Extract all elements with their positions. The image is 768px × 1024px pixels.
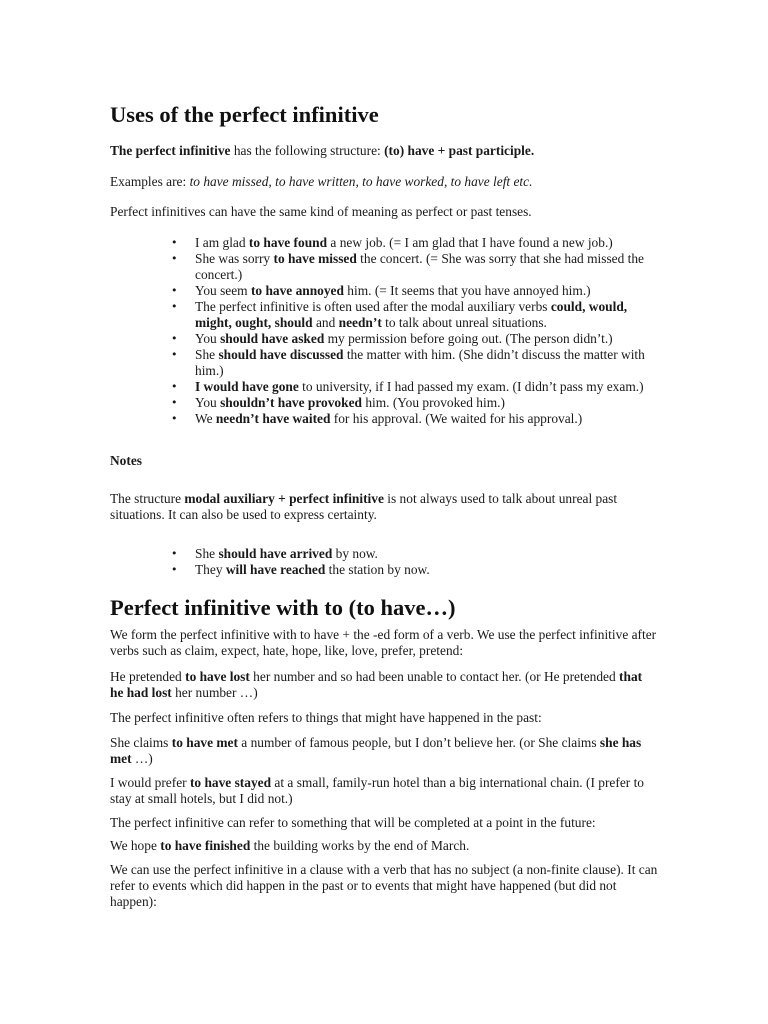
- list-item: • We needn’t have waited for his approval. (We waited for his approval.): [110, 411, 658, 427]
- notes-paragraph: The structure modal auxiliary + perfect infinitive is not always used to talk about unreal past situations. It can also be used to express certainty.: [110, 491, 618, 522]
- non-finite-paragraph: We can use the perfect infinitive in a clause with a verb that has no subject (a non-finite clause). It can refer to events which did happen in the past or to events that might have happened (but did not happen):: [110, 862, 658, 909]
- past-reference-paragraph: The perfect infinitive often refers to things that might have happened in the past:: [110, 710, 542, 725]
- example-claims: She claims to have met a number of famous people, but I don’t believe her. (or She claims she has met …): [110, 735, 642, 766]
- list-item: • The perfect infinitive is often used after the modal auxiliary verbs could, would, might, ought, should and needn’t to talk about unreal situations.: [110, 299, 658, 331]
- example-prefer: I would prefer to have stayed at a small, family-run hotel than a big international chain. (I prefer to stay at small hotels, but I did not.): [110, 775, 644, 806]
- example-pretended: He pretended to have lost her number and so had been unable to contact her. (or He pretended that he had lost her number …): [110, 669, 643, 700]
- future-reference-paragraph: The perfect infinitive can refer to something that will be completed at a point in the future:: [110, 815, 596, 830]
- list-item: • I am glad to have found a new job. (= I am glad that I have found a new job.): [110, 235, 658, 251]
- list-item: • I would have gone to university, if I had passed my exam. (I didn’t pass my exam.): [110, 379, 658, 395]
- section-title-uses: Uses of the perfect infinitive: [110, 102, 379, 127]
- list-item: • You shouldn’t have provoked him. (You provoked him.): [110, 395, 658, 411]
- uses-bullet-list: [110, 235, 658, 427]
- notes-bullet-list: [110, 546, 658, 578]
- list-item: • She was sorry to have missed the concert. (= She was sorry that she had missed the concert.): [110, 251, 658, 283]
- list-item: • They will have reached the station by now.: [110, 562, 658, 578]
- list-item: • You seem to have annoyed him. (= It seems that you have annoyed him.): [110, 283, 658, 299]
- notes-label: Notes: [110, 453, 142, 468]
- intro-paragraph: We form the perfect infinitive with to have + the -ed form of a verb. We use the perfect infinitive after verbs such as claim, expect, hate, hope, like, love, prefer, pretend:: [110, 627, 657, 658]
- example-hope: We hope to have finished the building works by the end of March.: [110, 838, 470, 853]
- list-item: • She should have discussed the matter with him. (She didn’t discuss the matter with him.): [110, 347, 658, 379]
- section-title-with-to: Perfect infinitive with to (to have…): [110, 595, 456, 620]
- meaning-paragraph: Perfect infinitives can have the same kind of meaning as perfect or past tenses.: [110, 204, 532, 219]
- list-item: • You should have asked my permission before going out. (The person didn’t.): [110, 331, 658, 347]
- list-item: • She should have arrived by now.: [110, 546, 658, 562]
- structure-paragraph: The perfect infinitive has the following structure: (to) have + past participle.: [110, 143, 535, 158]
- examples-paragraph: Examples are: to have missed, to have written, to have worked, to have left etc.: [110, 174, 533, 189]
